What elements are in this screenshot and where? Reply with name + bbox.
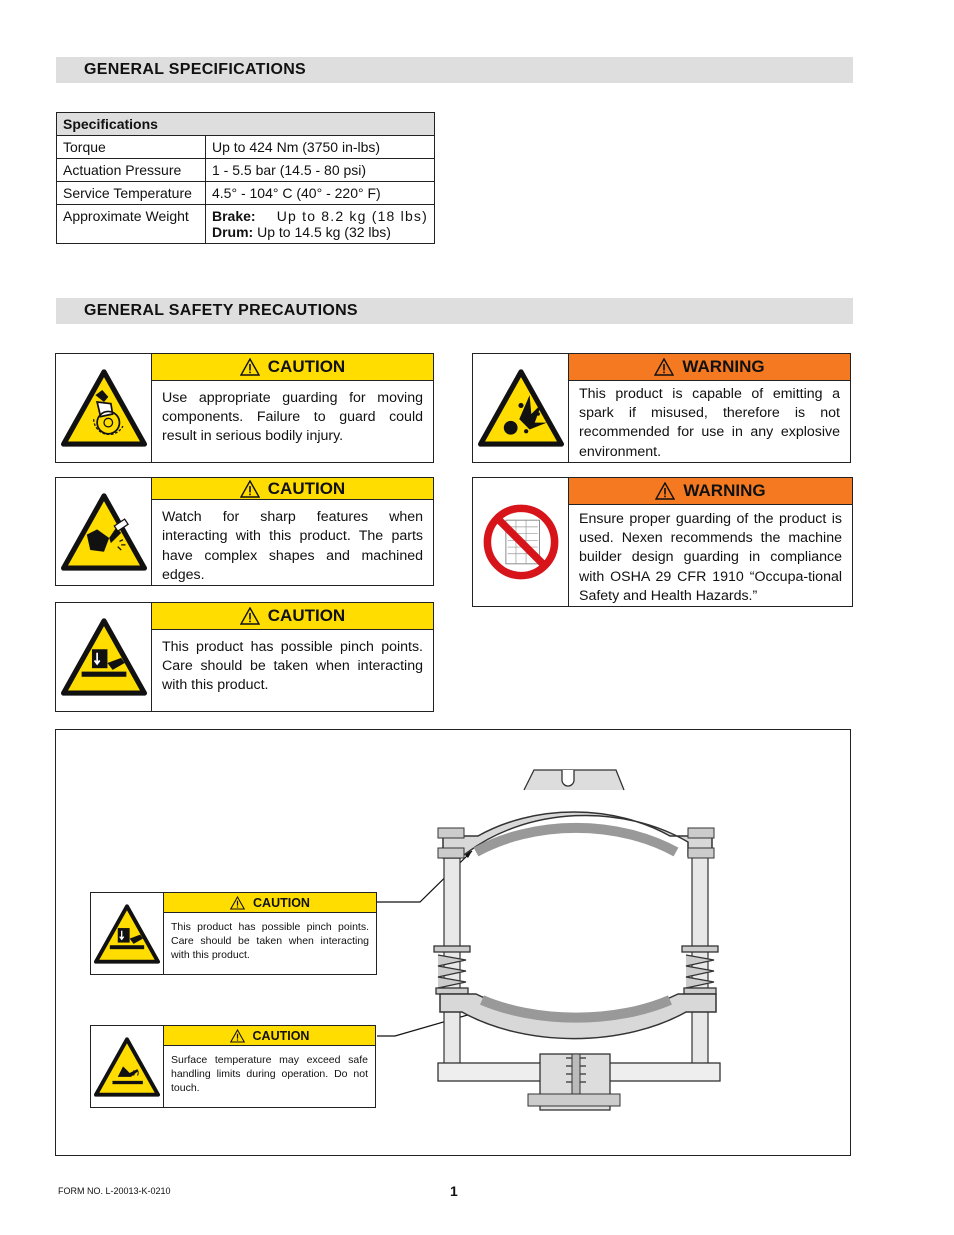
hot-surface-hazard-icon <box>94 1037 160 1097</box>
caution-label: CAUTION <box>267 357 346 376</box>
spec-value: Up to 424 Nm (3750 in-lbs) <box>206 136 435 159</box>
sign-text: This product is capable of emitting a spark if misused, therefore is not recommended for use in any explosive environment. <box>579 386 840 460</box>
form-number: FORM NO. L-20013-K-0210 <box>58 1186 171 1196</box>
safety-section-title: GENERAL SAFETY PRECAUTIONS <box>56 298 853 324</box>
caution-label: CAUTION <box>252 1028 310 1043</box>
caution-label: CAUTION <box>267 478 346 498</box>
warning-label: WARNING <box>682 357 765 376</box>
drum-label: Drum: <box>212 224 254 240</box>
label-text: Surface temperature may exceed safe handling limits during operation. Do not touch. <box>171 1054 368 1095</box>
leader-line <box>377 1012 478 1036</box>
spec-label: Actuation Pressure <box>57 159 206 182</box>
specs-section-title: GENERAL SPECIFICATIONS <box>56 57 853 83</box>
warning-triangle-icon <box>230 896 245 910</box>
sign-text: Watch for sharp features when interacting with this product. The parts have complex shapes and machined edges. <box>162 509 423 583</box>
page-number: 1 <box>450 1183 458 1199</box>
spec-table-header: Specifications <box>57 113 435 136</box>
label-text: This product has possible pinch points. Care should be taken when interacting with this product. <box>171 921 369 962</box>
drum-value: Up to 14.5 kg (32 lbs) <box>257 224 391 240</box>
brake-label: Brake: <box>212 208 256 224</box>
warning-label: WARNING <box>683 481 766 500</box>
sign-text: Use appropriate guarding for moving components. Failure to guard could result in serious bodily injury. <box>162 390 423 445</box>
diagram-caution-hot-surface <box>90 1025 376 1108</box>
brake-value: Up to 8.2 kg (18 lbs) <box>276 208 428 224</box>
caution-label: CAUTION <box>253 895 310 910</box>
spec-value: 4.5° - 104° C (40° - 220° F) <box>206 182 435 205</box>
caution-header <box>164 1026 375 1046</box>
sign-text: Ensure proper guarding of the product is used. Nexen recommends the machine builder design guarding in compliance with OSHA 29 CFR 1910 “Occupa-tional Safety and Health Hazards.” <box>579 511 842 604</box>
caution-header <box>164 893 376 913</box>
warning-triangle-icon <box>230 1029 245 1043</box>
spec-value: 1 - 5.5 bar (14.5 - 80 psi) <box>206 159 435 182</box>
sign-text: This product has possible pinch points. Care should be taken when interacting with this product. <box>162 639 423 694</box>
diagram-caution-pinch <box>90 892 377 975</box>
spec-label: Torque <box>57 136 206 159</box>
spec-label: Approximate Weight <box>57 205 206 244</box>
pinch-point-hazard-icon <box>94 904 160 964</box>
caution-label: CAUTION <box>267 606 346 625</box>
spec-label: Service Temperature <box>57 182 206 205</box>
